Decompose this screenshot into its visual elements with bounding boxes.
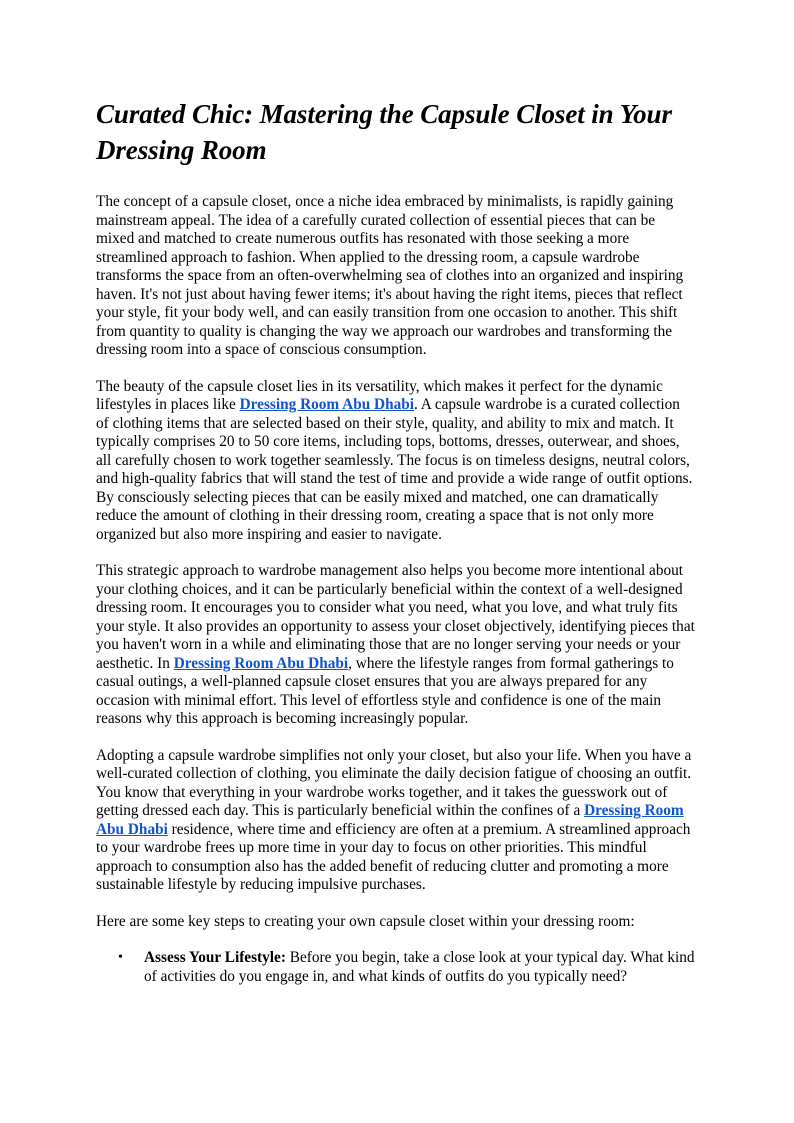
paragraph-text: Adopting a capsule wardrobe simplifies not only your closet, but also your life. When you have a well-curated collection of clothing, you eliminate the daily decision fatigue of choosing an outfit. You know that everything in your wardrobe works together, and it takes the guesswork out of getting dressed each day. This is particularly beneficial within the confines of a [96,746,692,819]
step-lead: Assess Your Lifestyle: [144,949,286,966]
paragraph-simplify [96,747,696,895]
step-text: Before you begin, take a close look at your typical day. What kind of activities do you engage in, and what kinds of outfits do you typically need? [144,949,695,985]
list-item [96,949,696,986]
dressing-room-abu-dhabi-link[interactable]: Dressing Room Abu Dhabi [173,654,349,672]
paragraph-intro: The concept of a capsule closet, once a niche idea embraced by minimalists, is rapidly gaining mainstream appeal. The idea of a carefully curated collection of essential pieces that can be mixed and matched to create numerous outfits has resonated with those seeking a more streamlined approach to fashion. When applied to the dressing room, a capsule wardrobe transforms the space from an often-overwhelming sea of clothes into an organized and inspiring haven. It's not just about having fewer items; it's about having the right items, pieces that reflect your style, fit your body well, and can easily transition from one occasion to another. This shift from quantity to quality is changing the way we approach our wardrobes and transforming the dressing room into a space of conscious consumption. [96,193,684,358]
paragraph-steps-intro: Here are some key steps to creating your own capsule closet within your dressing room: [96,912,635,930]
document-title: Curated Chic: Mastering the Capsule Closet in Your Dressing Room [96,99,672,165]
paragraph-text: . A capsule wardrobe is a curated collection of clothing items that are selected based on their style, quality, and ability to mix and match. It typically comprises 20 to 50 core items, including tops, bottoms, dresses, outerwear, and shoes, all carefully chosen to work together seamlessly. The focus is on timeless designs, neutral colors, and high-quality fabrics that will stand the test of time and provide a wide range of outfit options. By consciously selecting pieces that can be easily mixed and matched, one can dramatically reduce the amount of clothing in their dressing room, creating a space that is not only more organized but also more inspiring and easier to navigate. [96,396,693,543]
paragraph-versatility [96,378,696,545]
steps-list [96,949,696,986]
paragraph-text: The beauty of the capsule closet lies in its versatility, which makes it perfect for the dynamic lifestyles in places like [96,377,663,413]
paragraph-text: residence, where time and efficiency are often at a premium. A streamlined approach to your wardrobe frees up more time in your day to focus on other priorities. This mindful approach to consumption also has the added benefit of reducing clutter and promoting a more sustainable lifestyle by reducing impulsive purchases. [96,820,691,893]
paragraph-strategy [96,562,696,729]
document-page [96,96,696,986]
dressing-room-abu-dhabi-link[interactable]: Dressing Room Abu Dhabi [96,802,684,838]
bullet-icon: • [118,950,123,965]
paragraph-text: , where the lifestyle ranges from formal gatherings to casual outings, a well-planned capsule closet ensures that you are always prepared for any occasion with minimal effort. This level of effortless style and confidence is one of the main reasons why this approach is becoming increasingly popular. [96,654,674,727]
dressing-room-abu-dhabi-link[interactable]: Dressing Room Abu Dhabi [239,396,414,413]
paragraph-text: This strategic approach to wardrobe management also helps you become more intentional about your clothing choices, and it can be particularly beneficial within the context of a well-designed dressing room. It encourages you to consider what you need, what you love, and what truly fits your style. It also provides an opportunity to assess your closet objectively, identifying pieces that you haven't worn in a while and eliminating those that are no longer serving your needs or your aesthetic. In [96,562,695,672]
